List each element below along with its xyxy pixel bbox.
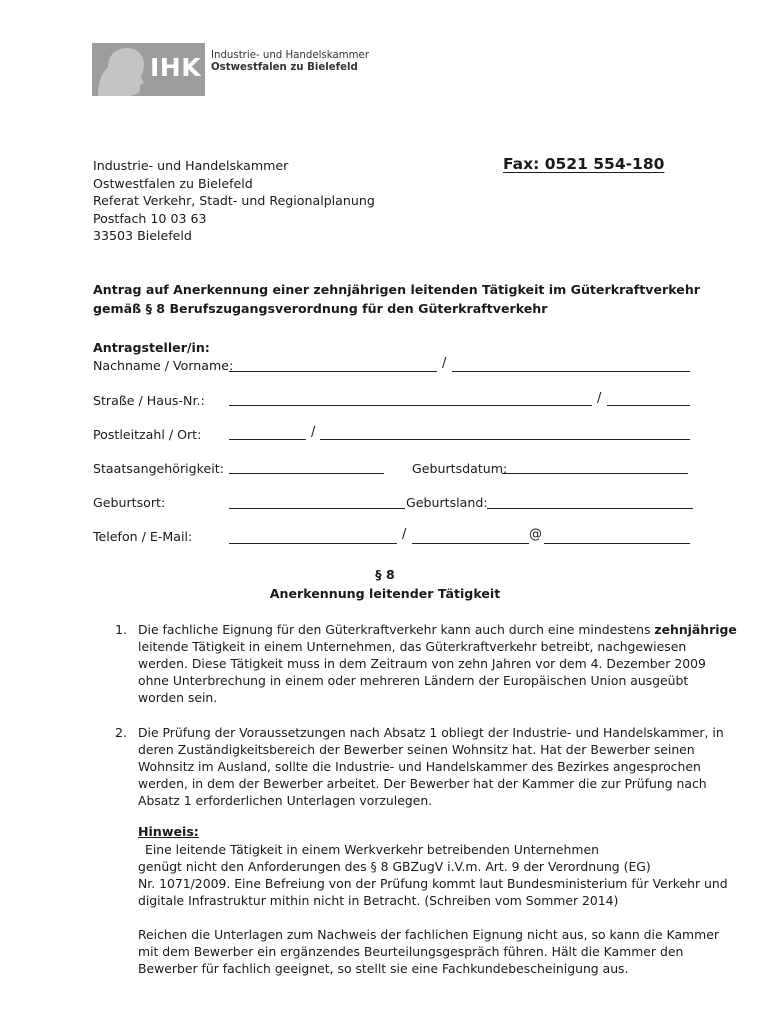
email-domain-field[interactable]	[544, 543, 690, 544]
paragraph-line: Eine leitende Tätigkeit in einem Werkverkehr betreibenden Unternehmen	[145, 842, 599, 857]
logo-abbrev: IHK	[150, 53, 202, 82]
birthcountry-label: Geburtsland:	[406, 495, 488, 510]
hint-text	[138, 841, 728, 909]
paragraph-text: Die fachliche Eignung für den Güterkraftverkehr kann auch durch eine mindestens	[138, 622, 655, 637]
birthcountry-field[interactable]	[487, 508, 693, 509]
city-field[interactable]	[320, 439, 690, 440]
document-title	[93, 280, 700, 318]
nationality-label: Staatsangehörigkeit:	[93, 461, 224, 476]
house-number-field[interactable]	[607, 405, 690, 406]
birthplace-label: Geburtsort:	[93, 495, 166, 510]
paragraph-line: ohne Unterbrechung in einem oder mehreren Ländern der Europäischen Union ausgeübt	[138, 673, 689, 689]
hint-label: Hinweis:	[138, 824, 199, 839]
paragraph-line: Nr. 1071/2009. Eine Befreiung von der Prüfung kommt laut Bundesministerium für Verkehr und	[138, 876, 728, 892]
zip-city-label: Postleitzahl / Ort:	[93, 427, 202, 442]
applicant-heading: Antragsteller/in:	[93, 340, 210, 355]
address-line: Industrie- und Handelskammer	[93, 158, 289, 173]
address-line: Ostwestfalen zu Bielefeld	[93, 175, 253, 191]
zip-field[interactable]	[229, 439, 306, 440]
logo-line-2: Ostwestfalen zu Bielefeld	[211, 62, 358, 73]
section-sign: § 8	[375, 567, 395, 582]
address-line: 33503 Bielefeld	[93, 228, 192, 243]
paragraph-line: leitende Tätigkeit in einem Unternehmen, das Güterkraftverkehr betreibt, nachgewiesen	[138, 639, 687, 655]
paragraph-line: Bewerber für fachlich geeignet, so stellt sie eine Fachkundebescheinigung aus.	[138, 961, 629, 977]
paragraph-line: digitale Infrastruktur mithin nicht in Betracht. (Schreiben vom Sommer 2014)	[138, 893, 619, 909]
separator-slash: /	[402, 527, 407, 542]
at-sign: @	[529, 527, 542, 542]
paragraph-line: Absatz 1 erforderlichen Unterlagen vorzulegen.	[138, 793, 433, 809]
logo-line-1: Industrie- und Handelskammer	[211, 50, 370, 61]
name-label: Nachname / Vorname:	[93, 358, 234, 373]
paragraph-line: deren Zuständigkeitsbereich der Bewerber seinen Wohnsitz hat. Hat der Bewerber seinen	[138, 742, 695, 758]
fax-number: Fax: 0521 554-180	[503, 155, 665, 173]
list-item-1	[138, 621, 737, 706]
title-line-1: Antrag auf Anerkennung einer zehnjährigen leitenden Tätigkeit im Güterkraftverkehr	[93, 282, 700, 297]
paragraph-line: Reichen die Unterlagen zum Nachweis der fachlichen Eignung nicht aus, so kann die Kammer	[138, 927, 719, 942]
phone-email-label: Telefon / E-Mail:	[93, 529, 193, 544]
separator-slash: /	[442, 356, 447, 371]
birthplace-field[interactable]	[229, 508, 405, 509]
birthdate-field[interactable]	[502, 473, 688, 474]
street-label: Straße / Haus-Nr.:	[93, 393, 205, 408]
paragraph-line: werden. Diese Tätigkeit muss in dem Zeitraum von zehn Jahren vor dem 4. Dezember 2009	[138, 656, 706, 672]
emphasis-text: zehnjährige	[654, 622, 737, 637]
list-item-2	[138, 724, 724, 809]
recipient-address	[93, 157, 375, 245]
birthdate-label: Geburtsdatum:	[412, 461, 508, 476]
lastname-field[interactable]	[229, 371, 437, 372]
separator-slash: /	[597, 391, 602, 406]
list-number: 2.	[115, 725, 128, 740]
paragraph-line: werden, in dem der Bewerber arbeitet. Der Bewerber hat der Kammer die zur Prüfung nach	[138, 776, 707, 792]
phone-field[interactable]	[229, 543, 397, 544]
paragraph-line: Wohnsitz im Ausland, sollte die Industrie- und Handelskammer des Bezirkes angesprochen	[138, 759, 701, 775]
ihk-logo	[92, 43, 205, 96]
logo-wordmark	[211, 50, 369, 74]
paragraph-line: worden sein.	[138, 690, 218, 706]
street-field[interactable]	[229, 405, 592, 406]
section-heading: Anerkennung leitender Tätigkeit	[269, 586, 501, 601]
address-line: Postfach 10 03 63	[93, 210, 207, 226]
paragraph-line: genügt nicht den Anforderungen des § 8 GBZugV i.V.m. Art. 9 der Verordnung (EG)	[138, 859, 651, 875]
firstname-field[interactable]	[452, 371, 690, 372]
paragraph-line: mit dem Bewerber ein ergänzendes Beurteilungsgespräch führen. Hält die Kammer den	[138, 944, 684, 960]
nationality-field[interactable]	[229, 473, 384, 474]
title-line-2: gemäß § 8 Berufszugangsverordnung für den Güterkraftverkehr	[93, 301, 548, 316]
paragraph-line: Die Prüfung der Voraussetzungen nach Absatz 1 obliegt der Industrie- und Handelskammer, in	[138, 725, 724, 740]
separator-slash: /	[311, 425, 316, 440]
closing-paragraph	[138, 926, 719, 977]
paragraph-line	[138, 621, 737, 638]
email-local-field[interactable]	[412, 543, 529, 544]
address-line: Referat Verkehr, Stadt- und Regionalplanung	[93, 193, 375, 208]
list-number: 1.	[115, 622, 128, 637]
